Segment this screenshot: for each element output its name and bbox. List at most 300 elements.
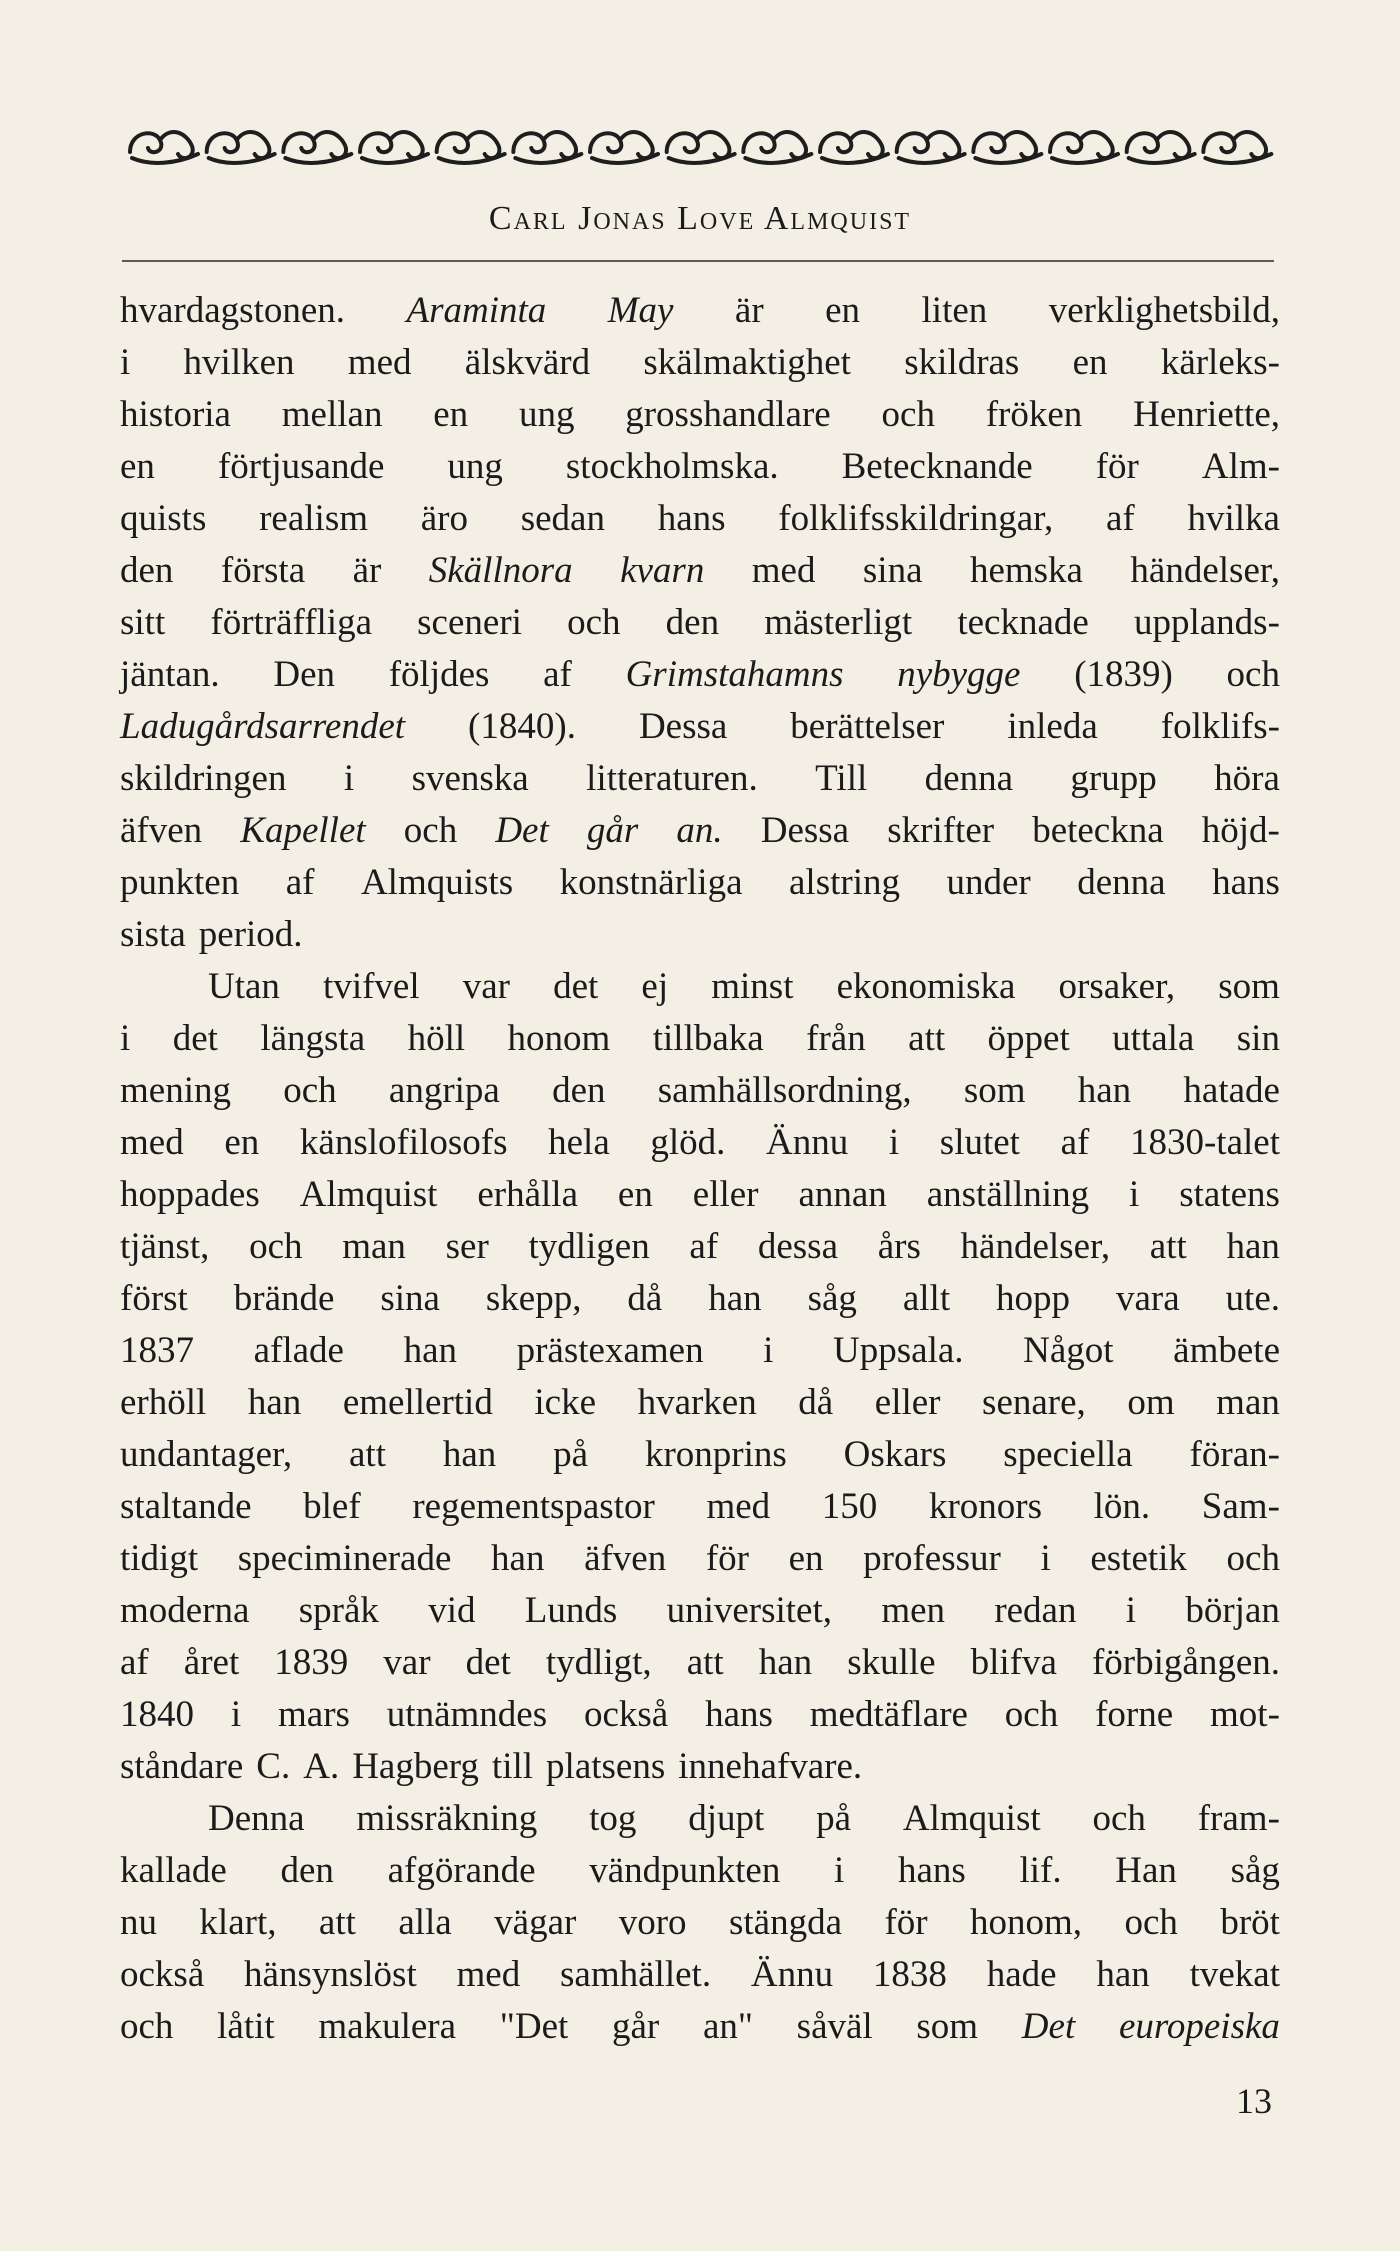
word: allt	[902, 1278, 951, 1319]
text-line	[120, 1949, 1280, 2001]
word: vägar	[494, 1902, 577, 1943]
word: en	[617, 1174, 653, 1215]
word: vid	[428, 1590, 476, 1631]
word: är	[734, 290, 764, 331]
scroll-motif	[130, 132, 198, 163]
word: C.	[256, 1746, 291, 1787]
word: som	[916, 2006, 979, 2047]
word: känslofilosofs	[299, 1122, 508, 1163]
word: i	[763, 1330, 774, 1371]
header-rule	[122, 260, 1274, 262]
word: staltande	[120, 1486, 252, 1527]
word: Uppsala.	[833, 1330, 964, 1371]
word: sin	[1236, 1018, 1280, 1059]
word: ekonomiska	[836, 966, 1016, 1007]
text-line	[120, 909, 1280, 961]
text-line	[120, 1845, 1280, 1897]
word: med	[120, 1122, 184, 1163]
word: en	[1072, 342, 1108, 383]
text-line	[120, 1065, 1280, 1117]
word: grosshandlare	[625, 394, 831, 435]
word: Grimstahamns	[625, 654, 844, 695]
word: folklifs-	[1160, 706, 1280, 747]
word: ämbete	[1173, 1330, 1280, 1371]
word: tecknade	[957, 602, 1089, 643]
word: att	[349, 1434, 386, 1475]
word: orsaker,	[1058, 966, 1176, 1007]
word: äfven	[584, 1538, 667, 1579]
word: hans	[705, 1694, 773, 1735]
word: och	[567, 602, 621, 643]
word: angripa	[388, 1070, 500, 1111]
word: först	[120, 1278, 188, 1319]
word: tvekat	[1189, 1954, 1280, 1995]
word: kallade	[120, 1850, 227, 1891]
word: nybygge	[897, 654, 1021, 695]
word: mening	[120, 1070, 231, 1111]
word: Henriette,	[1133, 394, 1280, 435]
word: innehafvare.	[678, 1746, 863, 1787]
word: om	[1127, 1382, 1175, 1423]
word: han	[491, 1538, 545, 1579]
word: Till	[815, 758, 868, 799]
word: att	[1149, 1226, 1187, 1267]
word: liten	[921, 290, 988, 331]
word: han	[1077, 1070, 1132, 1111]
word: språk	[298, 1590, 379, 1631]
word: händelser,	[1130, 550, 1280, 591]
word: då	[798, 1382, 834, 1423]
word: prästexamen	[516, 1330, 704, 1371]
word: ute.	[1225, 1278, 1280, 1319]
word: blef	[303, 1486, 361, 1527]
scroll-motif	[743, 132, 811, 163]
word: redan	[994, 1590, 1077, 1631]
word: förbigången.	[1091, 1642, 1280, 1683]
text-line	[120, 1273, 1280, 1325]
word: minst	[711, 966, 794, 1007]
word: och	[1004, 1694, 1059, 1735]
word: utnämndes	[386, 1694, 548, 1735]
word: och	[403, 810, 458, 851]
word: tvifvel	[323, 966, 420, 1007]
word: äfven	[120, 810, 203, 851]
word: litteraturen.	[586, 758, 758, 799]
word: quists	[120, 498, 207, 539]
word: af	[689, 1226, 719, 1267]
word: upplands-	[1133, 602, 1280, 643]
word: låtit	[217, 2006, 275, 2047]
text-line	[120, 1429, 1280, 1481]
text-line	[120, 1377, 1280, 1429]
word: föran-	[1189, 1434, 1280, 1475]
word: ung	[447, 446, 503, 487]
word: Denna	[208, 1798, 305, 1839]
word: realism	[259, 498, 368, 539]
word: och	[881, 394, 935, 435]
word: 1839	[274, 1642, 349, 1683]
word: för	[884, 1902, 928, 1943]
word: sina	[380, 1278, 440, 1319]
word: voro	[618, 1902, 687, 1943]
word: det	[553, 966, 599, 1007]
word: aflade	[253, 1330, 344, 1371]
text-line	[120, 1117, 1280, 1169]
word: djupt	[688, 1798, 765, 1839]
word: tidigt	[120, 1538, 199, 1579]
scroll-motif	[1050, 132, 1118, 163]
word: den	[280, 1850, 334, 1891]
text-line	[120, 493, 1280, 545]
word: konstnärliga	[559, 862, 743, 903]
word: berättelser	[790, 706, 945, 747]
word: men	[881, 1590, 946, 1631]
word: historia	[120, 394, 231, 435]
word: sitt	[120, 602, 166, 643]
word: annan	[798, 1174, 887, 1215]
scroll-motif	[897, 132, 965, 163]
word: och	[1226, 654, 1280, 695]
text-line	[120, 1221, 1280, 1273]
word: af	[285, 862, 315, 903]
word: skulle	[847, 1642, 936, 1683]
word: sista	[120, 914, 186, 955]
word: A.	[303, 1746, 340, 1787]
word: erhöll	[120, 1382, 207, 1423]
text-line	[120, 1897, 1280, 1949]
word: afgörande	[387, 1850, 536, 1891]
word: (1840).	[468, 706, 576, 747]
word: han	[442, 1434, 497, 1475]
running-head: Carl Jonas Love Almquist	[488, 200, 912, 237]
word: bröt	[1220, 1902, 1280, 1943]
word: ung	[518, 394, 575, 435]
word: missräkning	[356, 1798, 538, 1839]
scroll-motif	[283, 132, 351, 163]
word: inleda	[1007, 706, 1098, 747]
word: att	[908, 1018, 946, 1059]
word: som	[963, 1070, 1026, 1111]
word: går	[611, 2006, 660, 2047]
word: eller	[874, 1382, 941, 1423]
word: då	[627, 1278, 663, 1319]
word: 1838	[872, 1954, 947, 1995]
text-line	[120, 753, 1280, 805]
word: Utan	[208, 966, 280, 1007]
word: hans	[1212, 862, 1280, 903]
word: glöd.	[650, 1122, 726, 1163]
word: emellertid	[342, 1382, 493, 1423]
word: hopp	[996, 1278, 1071, 1319]
word: hela	[548, 1122, 610, 1163]
word: på	[553, 1434, 589, 1475]
scroll-motif	[667, 132, 735, 163]
word: man	[1216, 1382, 1280, 1423]
word: med	[751, 550, 816, 591]
word: brände	[233, 1278, 335, 1319]
word: samhällsordning,	[657, 1070, 912, 1111]
word: Ännu	[750, 1954, 834, 1995]
word: klart,	[199, 1902, 277, 1943]
word: stängda	[728, 1902, 843, 1943]
word: han	[758, 1642, 813, 1683]
word: Alm-	[1201, 446, 1280, 487]
word: medtäflare	[809, 1694, 968, 1735]
word: också	[120, 1954, 205, 1995]
word: skildras	[904, 342, 1020, 383]
text-line	[120, 857, 1280, 909]
word: i	[230, 1694, 242, 1735]
word: början	[1185, 1590, 1280, 1631]
word: älskvärd	[464, 342, 591, 383]
word: svenska	[411, 758, 529, 799]
word: Betecknande	[841, 446, 1033, 487]
word: Lunds	[524, 1590, 618, 1631]
word: skälmaktighet	[643, 342, 851, 383]
word: denna	[924, 758, 1014, 799]
word: längsta	[260, 1018, 366, 1059]
word: sceneri	[417, 602, 522, 643]
word: statens	[1179, 1174, 1280, 1215]
text-line	[120, 1169, 1280, 1221]
word: öppet	[987, 1018, 1070, 1059]
word: platsens	[546, 1746, 666, 1787]
text-line	[120, 1637, 1280, 1689]
word: en	[825, 290, 861, 331]
word: vändpunkten	[589, 1850, 781, 1891]
word: i	[1129, 1174, 1140, 1215]
text-line	[120, 1741, 1280, 1793]
word: tydligen	[528, 1226, 650, 1267]
word: makulera	[318, 2006, 457, 2047]
word: Ladugårdsarrendet	[120, 706, 406, 747]
word: kvarn	[620, 550, 705, 591]
word: hvilka	[1187, 498, 1280, 539]
word: är	[352, 550, 382, 591]
word: ståndare	[120, 1746, 244, 1787]
word: Araminta	[406, 290, 547, 331]
word: på	[816, 1798, 852, 1839]
word: hvarken	[637, 1382, 757, 1423]
word: i	[343, 758, 355, 799]
text-line	[120, 1585, 1280, 1637]
word: skrifter	[887, 810, 995, 851]
word: erhålla	[477, 1174, 578, 1215]
word: års	[877, 1226, 921, 1267]
word: denna	[1077, 862, 1166, 903]
word: stockholmska.	[565, 446, 779, 487]
word: May	[607, 290, 674, 331]
word: tydligt,	[545, 1642, 652, 1683]
word: undantager,	[120, 1434, 293, 1475]
word: af	[1060, 1122, 1090, 1163]
text-line	[120, 2001, 1280, 2053]
word: också	[583, 1694, 669, 1735]
word: kronprins	[644, 1434, 787, 1475]
word: en	[433, 394, 469, 435]
word: an.	[676, 810, 723, 851]
word: 1837	[120, 1330, 194, 1371]
word: beteckna	[1032, 810, 1164, 851]
word: han	[708, 1278, 762, 1319]
word: det	[465, 1642, 511, 1683]
text-line	[120, 389, 1280, 441]
word: 1830-talet	[1129, 1122, 1280, 1163]
word: för	[705, 1538, 749, 1579]
word: hatade	[1183, 1070, 1280, 1111]
word: speciminerade	[237, 1538, 452, 1579]
scroll-motif	[820, 132, 888, 163]
word: sina	[862, 550, 923, 591]
word: och	[1092, 1798, 1146, 1839]
word: hvilken	[183, 342, 295, 383]
word: det	[172, 1018, 218, 1059]
word: och	[120, 2006, 174, 2047]
word: såg	[1230, 1850, 1280, 1891]
word: hoppades	[120, 1174, 260, 1215]
word: estetik	[1090, 1538, 1187, 1579]
word: skildringen	[120, 758, 287, 799]
word: som	[1218, 966, 1280, 1007]
word: mellan	[281, 394, 383, 435]
word: af	[1105, 498, 1135, 539]
word: mästerligt	[764, 602, 913, 643]
word: kronors	[928, 1486, 1042, 1527]
word: den	[120, 550, 174, 591]
word: slutet	[939, 1122, 1020, 1163]
word: såg	[807, 1278, 857, 1319]
word: blifva	[970, 1642, 1057, 1683]
word: nu	[120, 1902, 157, 1943]
word: han	[247, 1382, 302, 1423]
scroll-motif	[207, 132, 275, 163]
word: (1839)	[1074, 654, 1173, 695]
word: var	[462, 966, 510, 1007]
word: med	[347, 342, 412, 383]
word: Almquist	[902, 1798, 1041, 1839]
word: eller	[692, 1174, 759, 1215]
text-line	[120, 441, 1280, 493]
word: europeiska	[1118, 2006, 1280, 2047]
text-line	[120, 701, 1280, 753]
word: grupp	[1070, 758, 1157, 799]
word: skepp,	[485, 1278, 582, 1319]
word: universitet,	[666, 1590, 833, 1631]
text-line	[120, 961, 1280, 1013]
word: att	[686, 1642, 724, 1683]
word: Dessa	[760, 810, 850, 851]
word: Den	[273, 654, 336, 695]
text-line	[120, 805, 1280, 857]
word: och	[283, 1070, 337, 1111]
word: i	[120, 342, 131, 383]
word: den	[552, 1070, 606, 1111]
text-line	[120, 337, 1280, 389]
word: ej	[641, 966, 669, 1007]
word: honom,	[970, 1902, 1083, 1943]
word: från	[806, 1018, 866, 1059]
text-line	[120, 597, 1280, 649]
word: folklifsskildringar,	[778, 498, 1054, 539]
word: dessa	[757, 1226, 839, 1267]
word: för	[1095, 446, 1139, 487]
word: hans	[657, 498, 726, 539]
word: lön.	[1093, 1486, 1151, 1527]
ornament-border	[126, 118, 1276, 178]
word: anställning	[926, 1174, 1090, 1215]
word: alstring	[789, 862, 900, 903]
word: Något	[1023, 1330, 1114, 1371]
text-line	[120, 545, 1280, 597]
word: äro	[420, 498, 468, 539]
word: Kapellet	[240, 810, 366, 851]
word: "Det	[499, 2006, 569, 2047]
word: en	[120, 446, 155, 487]
word: period.	[198, 914, 303, 955]
word: till	[491, 1746, 534, 1787]
word: honom	[507, 1018, 611, 1059]
word: och	[1124, 1902, 1178, 1943]
word: hade	[986, 1954, 1057, 1995]
word: höll	[407, 1018, 466, 1059]
word: tog	[589, 1798, 637, 1839]
word: höra	[1214, 758, 1280, 799]
word: hvardagstonen.	[120, 290, 346, 331]
word: samhället.	[560, 1954, 712, 1995]
word: hemska	[969, 550, 1083, 591]
word: i	[834, 1850, 845, 1891]
word: var	[383, 1642, 431, 1683]
word: Det	[1021, 2006, 1076, 2047]
word: mot-	[1210, 1694, 1280, 1735]
scroll-motif	[437, 132, 505, 163]
word: man	[342, 1226, 406, 1267]
scroll-motif	[1203, 132, 1271, 163]
word: af	[120, 1642, 149, 1683]
word: forne	[1095, 1694, 1174, 1735]
word: mars	[278, 1694, 350, 1735]
word: Det	[495, 810, 549, 851]
word: regementspastor	[412, 1486, 655, 1527]
word: moderna	[120, 1590, 250, 1631]
word: ser	[445, 1226, 489, 1267]
word: professur	[863, 1538, 1001, 1579]
word: hänsynslöst	[244, 1954, 417, 1995]
text-line	[120, 1481, 1280, 1533]
scroll-motif	[1127, 132, 1195, 163]
word: följdes	[388, 654, 490, 695]
word: vara	[1115, 1278, 1180, 1319]
word: en	[224, 1122, 260, 1163]
word: Oskars	[843, 1434, 947, 1475]
word: han	[403, 1330, 457, 1371]
word: och	[249, 1226, 303, 1267]
page-number: 13	[1236, 2081, 1272, 2121]
word: i	[1125, 1590, 1137, 1631]
scroll-motif	[590, 132, 658, 163]
word: med	[706, 1486, 771, 1527]
word: hans	[897, 1850, 966, 1891]
word: i	[120, 1018, 131, 1059]
word: Han	[1115, 1850, 1177, 1891]
word: tillbaka	[652, 1018, 764, 1059]
word: sedan	[520, 498, 605, 539]
word: tjänst,	[120, 1226, 210, 1267]
word: Ännu	[766, 1122, 849, 1163]
word: första	[220, 550, 306, 591]
word: han	[1226, 1226, 1280, 1267]
word: händelser,	[960, 1226, 1111, 1267]
